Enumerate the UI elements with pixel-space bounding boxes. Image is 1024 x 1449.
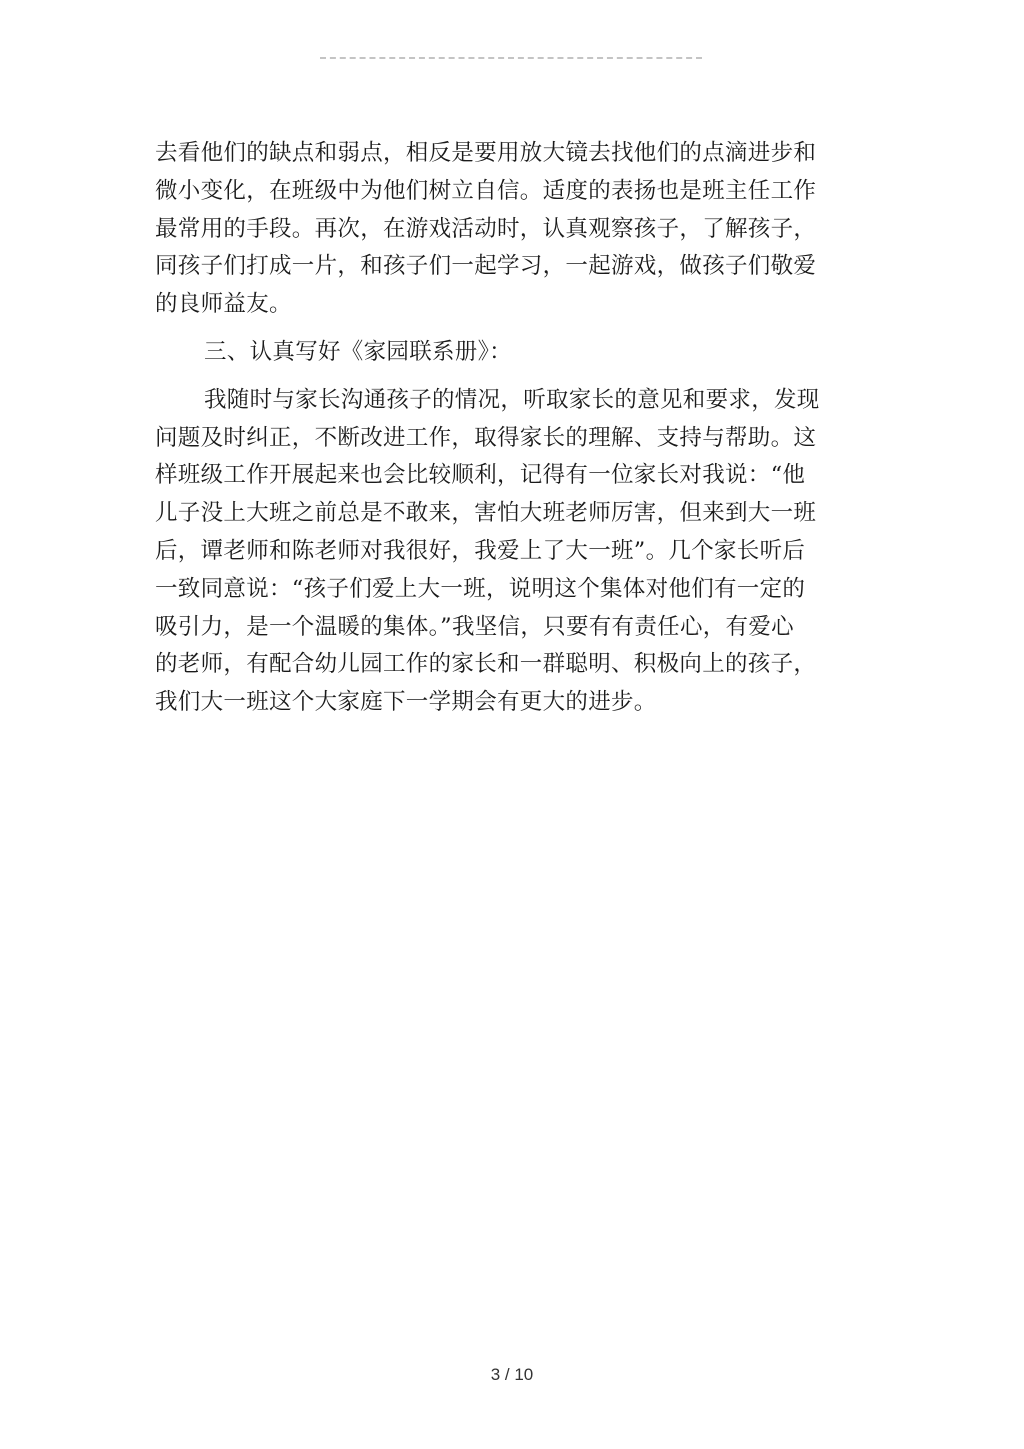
text-line: 儿子没上大班之前总是不敢来，害怕大班老师厉害，但来到大一班 — [155, 500, 817, 527]
text-line: 同孩子们打成一片，和孩子们一起学习，一起游戏，做孩子们敬爱 — [155, 253, 817, 280]
header-rule — [320, 57, 702, 59]
paragraph-1 — [155, 135, 820, 324]
text-line: 的良师益友。 — [155, 291, 292, 318]
text-line: 后，谭老师和陈老师对我很好，我爱上了大一班”。几个家长听后 — [155, 537, 806, 564]
document-body — [155, 135, 820, 722]
text-line: 样班级工作开展起来也会比较顺利，记得有一位家长对我说：“他 — [155, 462, 806, 489]
paragraph-2 — [155, 382, 820, 722]
text-line: 我随时与家长沟通孩子的情况，听取家长的意见和要求，发现 — [204, 386, 820, 413]
text-line: 的老师，有配合幼儿园工作的家长和一群聪明、积极向上的孩子， — [155, 651, 817, 678]
text-line: 我们大一班这个大家庭下一学期会有更大的进步。 — [155, 689, 657, 716]
page-number: 3 / 10 — [490, 1365, 534, 1384]
text-line: 微小变化，在班级中为他们树立自信。适度的表扬也是班主任工作 — [155, 177, 817, 204]
text-line: 去看他们的缺点和弱点，相反是要用放大镜去找他们的点滴进步和 — [155, 140, 817, 166]
section-heading: 三、认真写好《家园联系册》： — [204, 338, 512, 365]
text-line: 最常用的手段。再次，在游戏活动时，认真观察孩子，了解孩子， — [155, 215, 817, 242]
text-line: 问题及时纠正，不断改进工作，取得家长的理解、支持与帮助。这 — [155, 424, 817, 451]
text-line: 一致同意说：“孩子们爱上大一班，说明这个集体对他们有一定的 — [155, 575, 806, 602]
text-line: 吸引力，是一个温暖的集体。”我坚信，只要有有责任心，有爱心 — [155, 613, 794, 640]
